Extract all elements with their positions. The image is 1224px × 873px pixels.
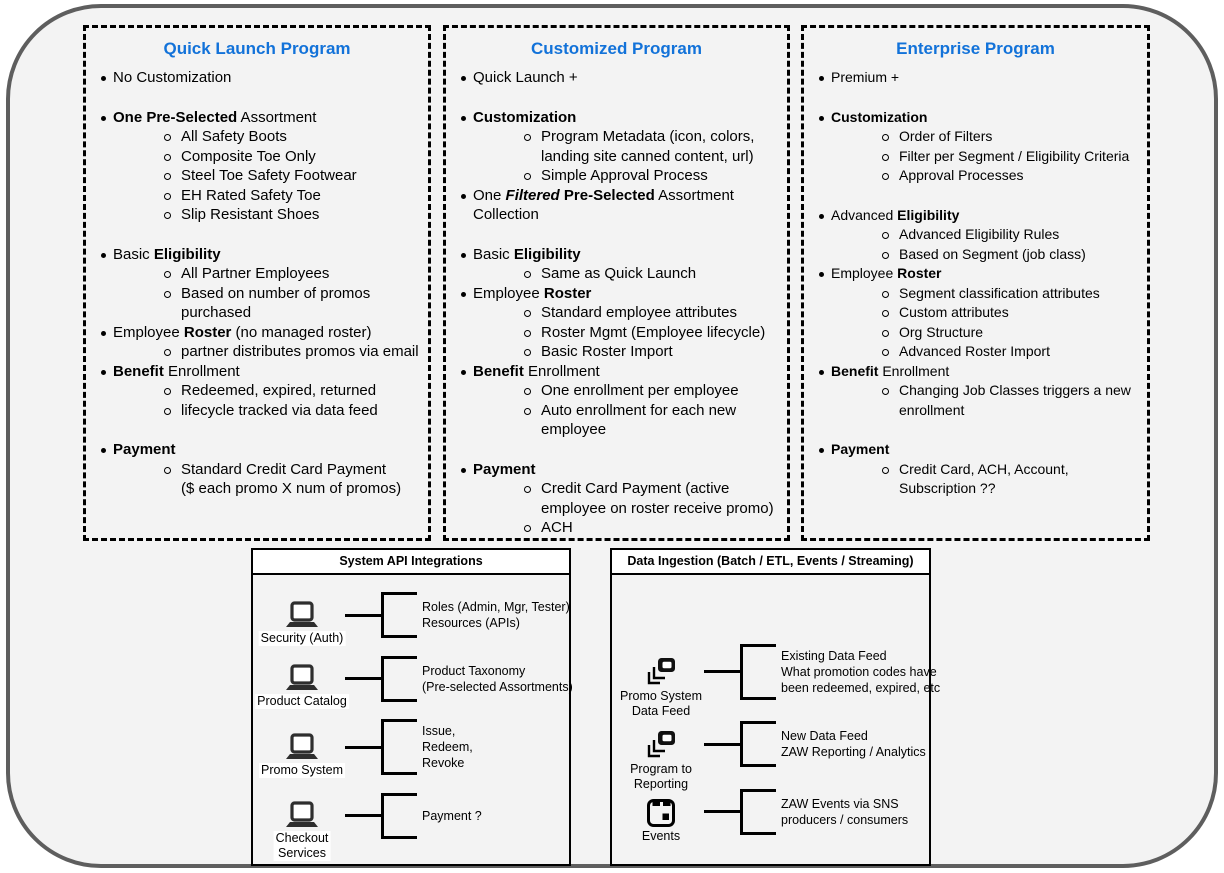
integration-row bbox=[257, 656, 573, 709]
bracket bbox=[740, 789, 776, 835]
data-ingestion-box bbox=[610, 548, 941, 866]
integration-text: Roles (Admin, Mgr, Tester) Resources (APIs) bbox=[422, 600, 570, 631]
data-feed-icon bbox=[644, 728, 678, 761]
connector-line bbox=[345, 746, 381, 749]
sub-bullet-item: Order of Filters bbox=[804, 127, 1143, 147]
sub-bullet-item: Based on number of promos purchased bbox=[86, 284, 424, 323]
integration-row bbox=[259, 793, 563, 861]
integration-rows bbox=[618, 622, 941, 856]
connector-line bbox=[704, 743, 740, 746]
sub-bullet-item: Org Structure bbox=[804, 323, 1143, 343]
bullet-item: Payment bbox=[446, 460, 783, 480]
bullet-item: Premium + bbox=[804, 68, 1143, 88]
integration-icon-wrap bbox=[259, 601, 345, 645]
integration-label: Promo System Data Feed bbox=[620, 689, 702, 718]
sub-bullet-item: partner distributes promos via email bbox=[86, 342, 424, 362]
sub-bullet-item: Credit Card Payment (active employee on roster receive promo) bbox=[446, 479, 783, 518]
system-api-integrations-box bbox=[251, 548, 571, 866]
bullet-item: Customization bbox=[446, 108, 783, 128]
integration-text: Existing Data Feed What promotion codes have been redeemed, expired, etc bbox=[781, 648, 941, 695]
integration-icon-wrap bbox=[257, 664, 347, 709]
integration-icon-wrap bbox=[259, 733, 345, 777]
bracket bbox=[381, 656, 417, 702]
sub-bullet-item: lifecycle tracked via data feed bbox=[86, 401, 424, 421]
bullet-item: No Customization bbox=[86, 68, 424, 88]
integration-label: Product Catalog bbox=[257, 694, 347, 709]
program-list bbox=[86, 68, 428, 499]
data-ingestion-title: Data Ingestion (Batch / ETL, Events / Streaming) bbox=[612, 550, 929, 575]
sub-bullet-item: Composite Toe Only bbox=[86, 147, 424, 167]
program-list bbox=[804, 68, 1147, 499]
sub-bullet-item: Filter per Segment / Eligibility Criteria bbox=[804, 147, 1143, 167]
integration-icon-wrap bbox=[259, 801, 345, 861]
laptop-icon bbox=[284, 601, 320, 630]
bullet-item: Quick Launch + bbox=[446, 68, 783, 88]
integration-label: Checkout Services bbox=[275, 831, 329, 861]
system-api-integrations-title: System API Integrations bbox=[253, 550, 569, 575]
integration-row bbox=[618, 721, 926, 791]
bullet-item: Benefit Enrollment bbox=[446, 362, 783, 382]
bullet-item: Benefit Enrollment bbox=[86, 362, 424, 382]
sub-bullet-item: Slip Resistant Shoes bbox=[86, 205, 424, 225]
program-title-customized: Customized Program bbox=[531, 39, 702, 58]
integration-rows bbox=[257, 575, 573, 861]
bullet-item: Customization bbox=[804, 108, 1143, 128]
integration-row bbox=[259, 719, 563, 775]
laptop-icon bbox=[284, 801, 320, 830]
sub-bullet-item: Standard Credit Card Payment ($ each promo X num of promos) bbox=[86, 460, 424, 499]
sub-bullet-item: Basic Roster Import bbox=[446, 342, 783, 362]
bullet-item: Basic Eligibility bbox=[446, 245, 783, 265]
integration-icon-wrap bbox=[618, 728, 704, 791]
program-list bbox=[446, 68, 787, 538]
bullet-item: Payment bbox=[804, 440, 1143, 460]
integration-text: ZAW Events via SNS producers / consumers bbox=[781, 796, 909, 827]
integration-text: Payment ? bbox=[422, 808, 482, 823]
sub-bullet-item: One enrollment per employee bbox=[446, 381, 783, 401]
bullet-item: Employee Roster (no managed roster) bbox=[86, 323, 424, 343]
sub-bullet-item: EH Rated Safety Toe bbox=[86, 186, 424, 206]
outer-rounded-border bbox=[6, 4, 1218, 868]
bullet-item: One Filtered Pre-Selected Assortment Collection bbox=[446, 186, 783, 225]
sub-bullet-item: Segment classification attributes bbox=[804, 284, 1143, 304]
sub-bullet-item: Changing Job Classes triggers a new enrollment bbox=[804, 381, 1143, 420]
sub-bullet-item: ACH bbox=[446, 518, 783, 538]
bullet-item: Benefit Enrollment bbox=[804, 362, 1143, 382]
calendar-icon bbox=[646, 796, 676, 828]
sub-bullet-item: Same as Quick Launch bbox=[446, 264, 783, 284]
integration-icon-wrap bbox=[618, 796, 704, 843]
bracket bbox=[381, 592, 417, 638]
integration-row bbox=[618, 789, 923, 843]
integration-row bbox=[259, 592, 570, 645]
program-box-quick-launch bbox=[83, 25, 431, 541]
bracket bbox=[381, 719, 417, 775]
integration-label: Program to Reporting bbox=[630, 761, 692, 791]
connector-line bbox=[704, 810, 740, 813]
bracket bbox=[740, 644, 776, 700]
bullet-item: Payment bbox=[86, 440, 424, 460]
program-box-customized bbox=[443, 25, 790, 541]
integration-row bbox=[618, 644, 941, 718]
integration-label: Events bbox=[641, 828, 681, 843]
sub-bullet-item: Standard employee attributes bbox=[446, 303, 783, 323]
integration-label: Promo System bbox=[261, 762, 343, 777]
integration-label: Security (Auth) bbox=[260, 630, 344, 645]
connector-line bbox=[345, 814, 381, 817]
laptop-icon bbox=[284, 733, 320, 762]
sub-bullet-item: All Partner Employees bbox=[86, 264, 424, 284]
sub-bullet-item: Credit Card, ACH, Account, Subscription ?? bbox=[804, 460, 1143, 499]
bracket bbox=[740, 721, 776, 767]
sub-bullet-item: Approval Processes bbox=[804, 166, 1143, 186]
sub-bullet-item: Based on Segment (job class) bbox=[804, 245, 1143, 265]
laptop-icon bbox=[284, 664, 320, 693]
connector-line bbox=[704, 670, 740, 673]
sub-bullet-item: Auto enrollment for each new employee bbox=[446, 401, 783, 440]
integration-icon-wrap bbox=[618, 655, 704, 718]
bullet-item: Advanced Eligibility bbox=[804, 206, 1143, 226]
sub-bullet-item: Program Metadata (icon, colors, landing site canned content, url) bbox=[446, 127, 783, 166]
sub-bullet-item: Advanced Roster Import bbox=[804, 342, 1143, 362]
sub-bullet-item: Steel Toe Safety Footwear bbox=[86, 166, 424, 186]
sub-bullet-item: Simple Approval Process bbox=[446, 166, 783, 186]
sub-bullet-item: All Safety Boots bbox=[86, 127, 424, 147]
connector-line bbox=[345, 677, 381, 680]
bullet-item: Employee Roster bbox=[446, 284, 783, 304]
sub-bullet-item: Roster Mgmt (Employee lifecycle) bbox=[446, 323, 783, 343]
bullet-item: One Pre-Selected Assortment bbox=[86, 108, 424, 128]
integration-text: New Data Feed ZAW Reporting / Analytics bbox=[781, 729, 926, 759]
program-title-enterprise: Enterprise Program bbox=[896, 39, 1055, 58]
integration-text: Product Taxonomy (Pre-selected Assortments) bbox=[422, 663, 573, 694]
bullet-item: Basic Eligibility bbox=[86, 245, 424, 265]
bullet-item: Employee Roster bbox=[804, 264, 1143, 284]
bracket bbox=[381, 793, 417, 839]
sub-bullet-item: Custom attributes bbox=[804, 303, 1143, 323]
sub-bullet-item: Redeemed, expired, returned bbox=[86, 381, 424, 401]
program-box-enterprise bbox=[801, 25, 1150, 541]
connector-line bbox=[345, 614, 381, 617]
integration-text: Issue, Redeem, Revoke bbox=[422, 724, 473, 771]
sub-bullet-item: Advanced Eligibility Rules bbox=[804, 225, 1143, 245]
data-feed-icon bbox=[644, 655, 678, 688]
program-title-quick-launch: Quick Launch Program bbox=[163, 39, 351, 58]
